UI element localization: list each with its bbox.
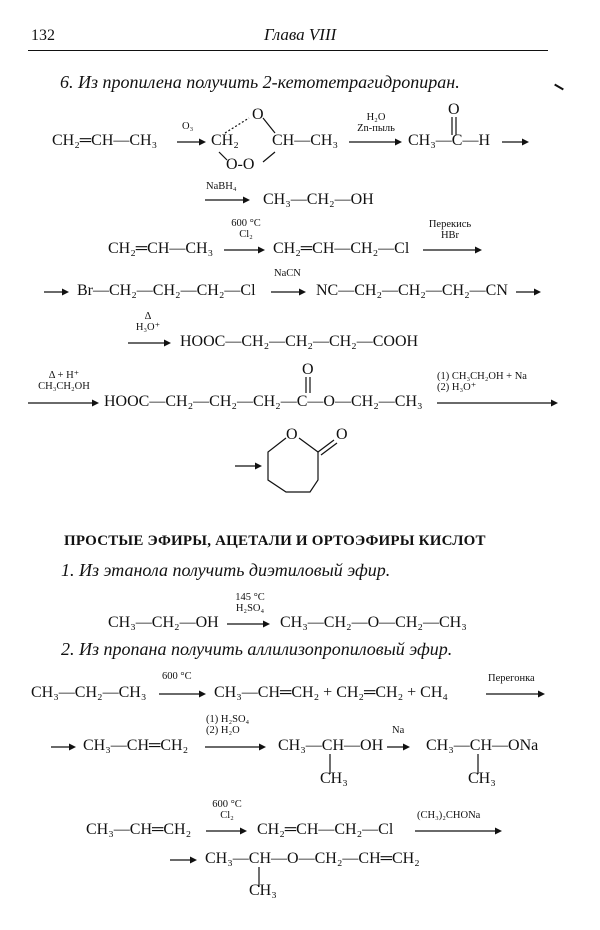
allyl-isopropyl-ether: CH₃—CH—O—CH₂—CH═CH₂ bbox=[205, 850, 420, 867]
cond-line: HBr bbox=[440, 230, 460, 241]
cond-reduction bbox=[437, 371, 527, 393]
arrow bbox=[51, 742, 77, 752]
problem1-heading: 1. Из этанола получить диэтиловый эфир. bbox=[61, 560, 391, 580]
glutaric-acid: HOOC—CH₂—CH₂—CH₂—COOH bbox=[180, 333, 419, 350]
cond-line: H₂SO₄ bbox=[235, 603, 265, 614]
propylene-start-2: CH₂═CH—CH₃ bbox=[108, 240, 214, 257]
arrow bbox=[177, 137, 207, 147]
cond-distillation: Перегонка bbox=[488, 673, 535, 684]
cond-line: Cl₂ bbox=[220, 810, 234, 821]
header-rule bbox=[28, 50, 548, 51]
cond-line: 600 °C bbox=[231, 218, 261, 229]
ethanol-start: CH₃—CH₂—OH bbox=[108, 614, 219, 631]
cond-nacn: NaCN bbox=[274, 268, 301, 279]
cond-line: Перекись bbox=[428, 219, 472, 230]
acetaldehyde-o: O bbox=[448, 101, 460, 118]
cond-line: (2) H₃O⁺ bbox=[437, 382, 477, 393]
cracking-products: CH₃—CH═CH₂ + CH₂═CH₂ + CH₄ bbox=[214, 684, 448, 701]
ethanol: CH₃—CH₂—OH bbox=[263, 191, 374, 208]
cond-line: H₃O⁺ bbox=[135, 322, 161, 333]
propylene-2: CH₃—CH═CH₂ bbox=[83, 737, 189, 754]
glutaronitrile: NC—CH₂—CH₂—CH₂—CN bbox=[316, 282, 508, 299]
propylene-3: CH₃—CH═CH₂ bbox=[86, 821, 192, 838]
cond-nabh4: NaBH₄ bbox=[206, 181, 237, 192]
arrow bbox=[205, 195, 251, 205]
monoester-carbonyl-o: O bbox=[302, 361, 314, 378]
cond-hydration bbox=[206, 714, 249, 736]
arrow bbox=[159, 689, 207, 699]
cond-line: H₂O bbox=[366, 112, 386, 123]
cond-line: CH₃CH₂OH bbox=[38, 381, 90, 392]
arrow bbox=[205, 742, 267, 752]
arrow bbox=[516, 287, 542, 297]
stray-mark bbox=[554, 84, 564, 91]
ozonide-ch: CH—CH₃ bbox=[272, 132, 339, 149]
arrow bbox=[206, 826, 248, 836]
arrow bbox=[271, 287, 307, 297]
allyl-chloride: CH₂═CH—CH₂—Cl bbox=[273, 240, 410, 257]
ether-branch: CH₃ bbox=[249, 882, 277, 899]
isopropoxide-branch: CH₃ bbox=[468, 770, 496, 787]
cond-line: Δ bbox=[144, 311, 152, 322]
cond-line: Δ + H⁺ bbox=[48, 370, 80, 381]
cond-600-cl2-b bbox=[206, 799, 248, 821]
arrow bbox=[227, 619, 271, 629]
cond-line: (2) H₂O bbox=[206, 725, 240, 736]
bromochloropropane: Br—CH₂—CH₂—CH₂—Cl bbox=[77, 282, 256, 299]
propane-start: CH₃—CH₂—CH₃ bbox=[31, 684, 147, 701]
ozonide-o-top: O bbox=[252, 106, 264, 123]
arrow bbox=[170, 855, 198, 865]
cond-alkoxide: (CH₃)₂CHONa bbox=[417, 810, 481, 821]
sodium-isopropoxide: CH₃—CH—ONa bbox=[426, 737, 539, 754]
cond-peroxide-hbr bbox=[420, 219, 480, 241]
lactone-carbonyl-o: O bbox=[336, 426, 348, 443]
cond-line: 600 °C bbox=[212, 799, 242, 810]
lactone-ring bbox=[262, 430, 352, 520]
arrow bbox=[44, 287, 70, 297]
cond-line: 145 °C bbox=[235, 592, 265, 603]
isopropanol: CH₃—CH—OH bbox=[278, 737, 384, 754]
arrow bbox=[128, 338, 172, 348]
glutaric-monoester: HOOC—CH₂—CH₂—CH₂—C—O—CH₂—CH₃ bbox=[104, 393, 423, 410]
cond-600-cl2 bbox=[226, 218, 266, 240]
propylene-start: CH₂═CH—CH₃ bbox=[52, 132, 158, 149]
arrow bbox=[387, 742, 411, 752]
lactone-ring-o: O bbox=[286, 426, 298, 443]
arrow bbox=[224, 245, 266, 255]
diethyl-ether: CH₃—CH₂—O—CH₂—CH₃ bbox=[280, 614, 467, 631]
arrow bbox=[28, 398, 100, 408]
arrow bbox=[502, 137, 530, 147]
isopropanol-branch: CH₃ bbox=[320, 770, 348, 787]
ozonide-o-bottom: O-O bbox=[226, 156, 255, 173]
cond-esterification bbox=[28, 370, 100, 392]
arrow bbox=[349, 137, 403, 147]
reagent-o3: O₃ bbox=[182, 121, 194, 132]
arrow bbox=[415, 826, 503, 836]
problem6-heading: 6. Из пропилена получить 2-кетотетрагидропиран. bbox=[60, 72, 460, 92]
ozonide-ring-bonds bbox=[205, 108, 285, 178]
cond-na: Na bbox=[392, 725, 405, 736]
allyl-chloride-2: CH₂═CH—CH₂—Cl bbox=[257, 821, 394, 838]
cond-hydrolysis bbox=[128, 311, 168, 333]
cond-zn-water bbox=[350, 112, 402, 134]
chapter-title: Глава VIII bbox=[264, 25, 337, 44]
section-title: ПРОСТЫЕ ЭФИРЫ, АЦЕТАЛИ И ОРТОЭФИРЫ КИСЛОТ bbox=[64, 533, 486, 549]
cond-145-h2so4 bbox=[228, 592, 272, 614]
cond-line: Zn-пыль bbox=[357, 123, 395, 134]
problem2-heading: 2. Из пропана получить аллилизопропиловый эфир. bbox=[61, 639, 453, 659]
arrow bbox=[437, 398, 559, 408]
cond-line: (1) CH₃CH₂OH + Na bbox=[437, 371, 527, 382]
arrow bbox=[235, 461, 263, 471]
cond-600: 600 °C bbox=[162, 671, 192, 682]
arrow bbox=[423, 245, 483, 255]
arrow bbox=[486, 689, 546, 699]
acetaldehyde: CH₃—C—H bbox=[408, 132, 491, 149]
cond-line: Cl₂ bbox=[239, 229, 253, 240]
page-number: 132 bbox=[31, 27, 55, 44]
cond-line: (1) H₂SO₄ bbox=[206, 714, 250, 725]
ozonide-ch2: CH₂ bbox=[211, 132, 239, 149]
